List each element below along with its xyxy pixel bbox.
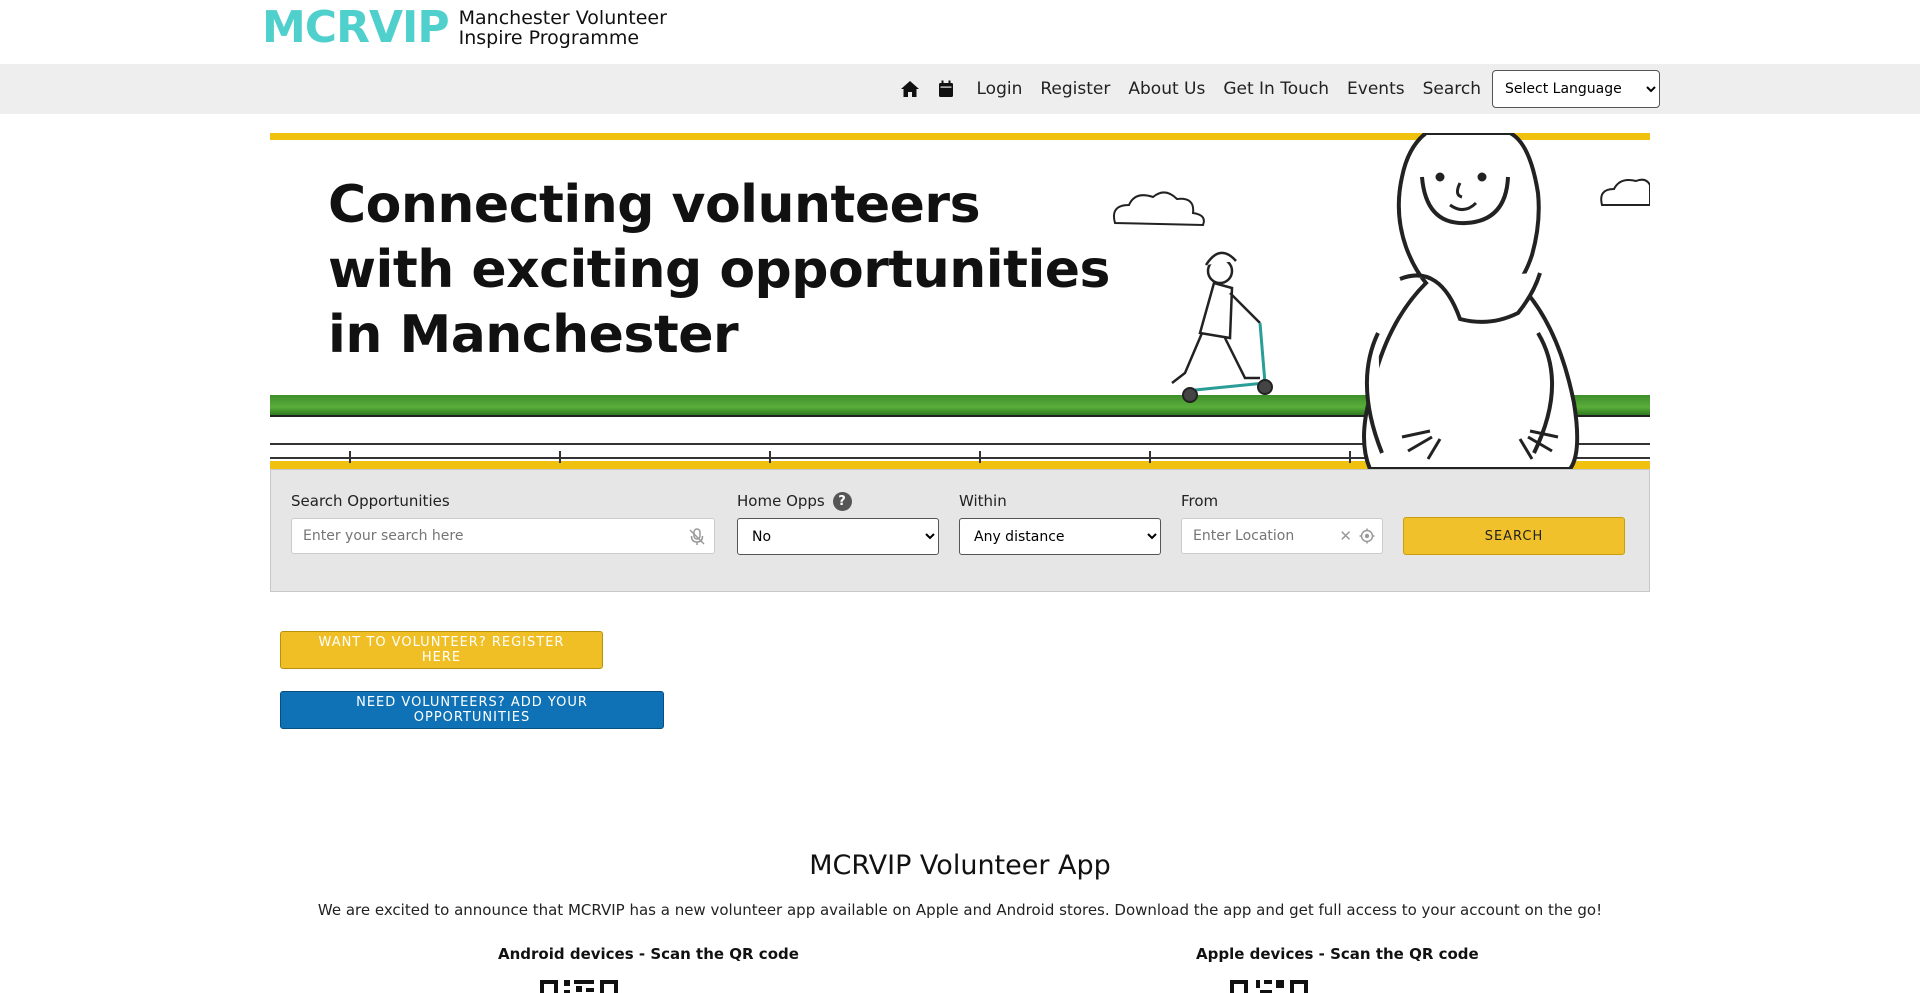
nav-about-us[interactable]: About Us bbox=[1128, 79, 1206, 99]
microphone-off-icon[interactable] bbox=[688, 528, 706, 550]
android-qr-code bbox=[540, 978, 618, 993]
register-volunteer-button[interactable]: WANT TO VOLUNTEER? REGISTER HERE bbox=[280, 631, 603, 669]
from-label: From bbox=[1181, 492, 1219, 510]
nav-search[interactable]: Search bbox=[1422, 79, 1481, 99]
nav-events[interactable]: Events bbox=[1347, 79, 1405, 99]
apple-qr-label: Apple devices - Scan the QR code bbox=[1196, 945, 1479, 963]
language-select[interactable] bbox=[1492, 70, 1660, 108]
add-opportunities-button[interactable]: NEED VOLUNTEERS? ADD YOUR OPPORTUNITIES bbox=[280, 691, 664, 729]
app-description: We are excited to announce that MCRVIP has a new volunteer app available on Apple and Android stores. Download the app and get full access to your account on the go! bbox=[317, 901, 1603, 919]
nav-register[interactable]: Register bbox=[1040, 79, 1111, 99]
apple-qr-code bbox=[1230, 978, 1308, 993]
home-opps-label-text: Home Opps bbox=[737, 492, 825, 510]
app-section bbox=[0, 850, 1920, 919]
search-panel bbox=[270, 469, 1650, 592]
search-button[interactable]: SEARCH bbox=[1403, 517, 1625, 555]
nav-get-in-touch[interactable]: Get In Touch bbox=[1223, 79, 1330, 99]
app-title: MCRVIP Volunteer App bbox=[809, 850, 1111, 881]
site-logo[interactable] bbox=[262, 2, 667, 53]
hero-banner bbox=[270, 133, 1650, 469]
calendar-icon[interactable] bbox=[932, 77, 960, 101]
hero-line-1: Connecting volunteers bbox=[328, 175, 981, 235]
site-header bbox=[0, 0, 1920, 64]
main-navbar bbox=[0, 64, 1920, 114]
location-input-wrapper[interactable] bbox=[1181, 518, 1383, 554]
help-icon[interactable]: ? bbox=[833, 492, 852, 511]
nav-login[interactable]: Login bbox=[976, 79, 1023, 99]
home-opps-select[interactable] bbox=[737, 518, 939, 555]
logo-text bbox=[459, 8, 667, 48]
home-opps-label bbox=[737, 492, 852, 511]
clear-icon[interactable]: ✕ bbox=[1339, 527, 1352, 545]
nav-menu bbox=[896, 64, 1661, 114]
locate-icon[interactable] bbox=[1359, 528, 1375, 548]
search-input[interactable] bbox=[292, 519, 673, 553]
location-input[interactable] bbox=[1182, 519, 1328, 553]
hero-illustration bbox=[270, 133, 1650, 469]
within-select[interactable] bbox=[959, 518, 1161, 555]
hero-line-3: in Manchester bbox=[328, 305, 739, 365]
android-qr-label: Android devices - Scan the QR code bbox=[498, 945, 799, 963]
within-label: Within bbox=[959, 492, 1007, 510]
home-icon[interactable] bbox=[896, 77, 924, 101]
logo-line-2: Inspire Programme bbox=[458, 27, 640, 49]
hero-line-2: with exciting opportunities bbox=[328, 240, 1110, 300]
logo-line-1: Manchester Volunteer bbox=[458, 7, 667, 29]
logo-mark: MCRVIP bbox=[262, 2, 449, 53]
search-label: Search Opportunities bbox=[291, 492, 450, 510]
search-input-wrapper[interactable] bbox=[291, 518, 715, 554]
